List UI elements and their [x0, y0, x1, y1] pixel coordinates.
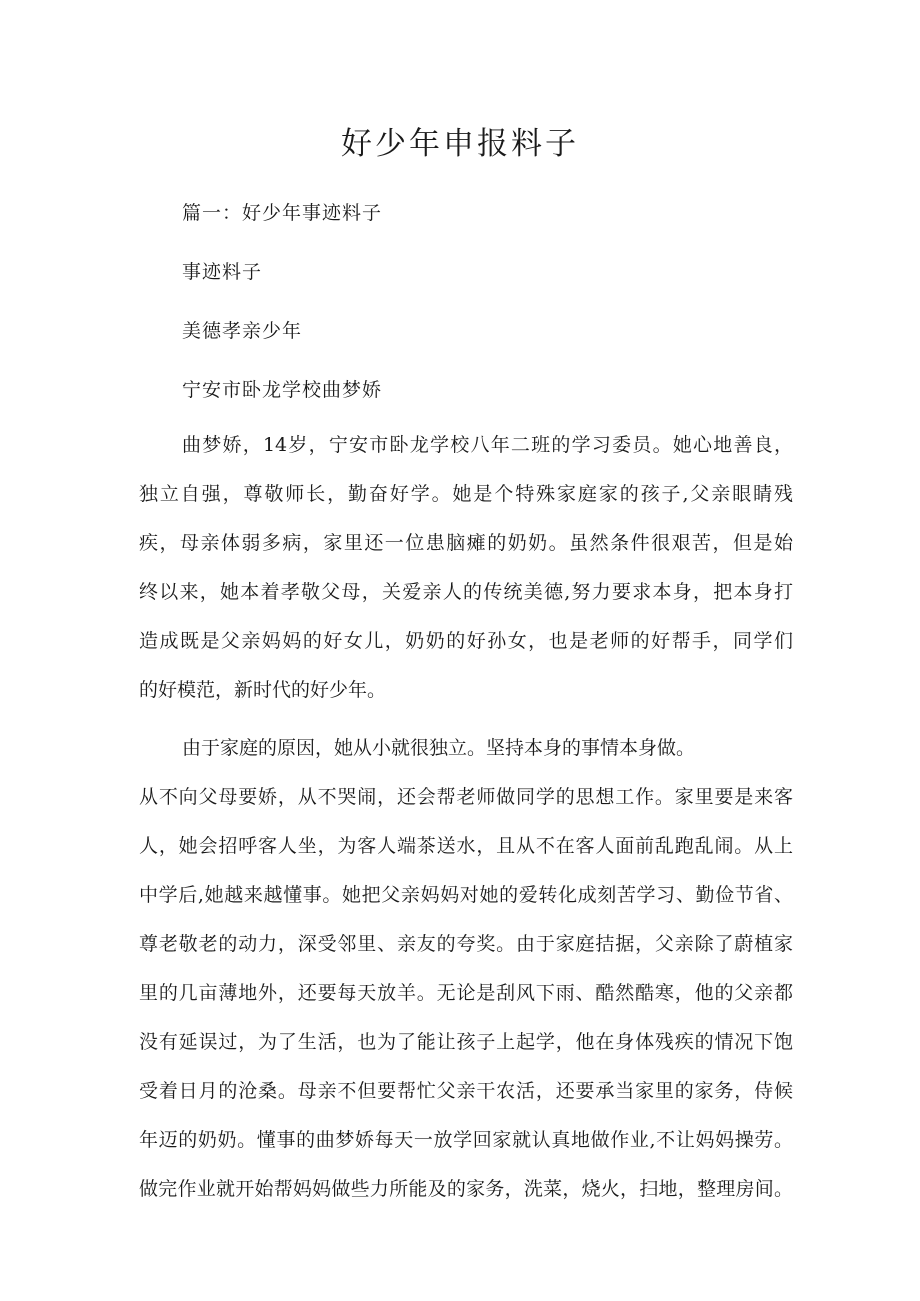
- paragraph-line: 尊老敬老的动力，深受邻里、亲友的夸奖。由于家庭拮据，父亲除了蔚植家: [139, 933, 793, 955]
- section-heading: 篇一：好少年事迹料子: [182, 202, 383, 224]
- paragraph-line: 终以来，她本着孝敬父母，关爱亲人的传统美德,努力要求本身，把本身打: [139, 581, 793, 603]
- paragraph-line: 里的几亩薄地外，还要每天放羊。无论是刮风下雨、酷然酷寒，他的父亲都: [139, 982, 793, 1004]
- subheading-materials: 事迹料子: [182, 261, 263, 283]
- paragraph-line: 没有延误过，为了生活，也为了能让孩子上起学，他在身体残疾的情况下饱: [139, 1031, 793, 1053]
- paragraph-line: 曲梦娇，14岁，宁安市卧龙学校八年二班的学习委员。她心地善良，: [182, 434, 793, 456]
- paragraph-line: 做完作业就开始帮妈妈做些力所能及的家务，洗菜，烧火，扫地，整理房间。: [139, 1178, 793, 1200]
- paragraph-line: 由于家庭的原因，她从小就很独立。坚持本身的事情本身做。: [182, 737, 696, 759]
- paragraph-line: 年迈的奶奶。懂事的曲梦娇每天一放学回家就认真地做作业,不让妈妈操劳。: [139, 1129, 793, 1151]
- paragraph-intro: [139, 421, 793, 715]
- paragraph-line: 疾，母亲体弱多病，家里还一位患脑瘫的奶奶。虽然条件很艰苦，但是始: [139, 532, 793, 554]
- paragraph-line: 从不向父母要娇，从不哭闹，还会帮老师做同学的思想工作。家里要是来客: [139, 786, 793, 808]
- subheading-school-name: 宁安市卧龙学校曲梦娇: [182, 379, 383, 401]
- paragraph-line: 中学后,她越来越懂事。她把父亲妈妈对她的爱转化成刻苦学习、勤俭节省、: [139, 884, 793, 906]
- paragraph-family: [139, 724, 793, 1214]
- document-title: 好少年申报料子: [341, 126, 579, 162]
- paragraph-line: 受着日月的沧桑。母亲不但要帮忙父亲干农活，还要承当家里的家务，侍候: [139, 1080, 793, 1102]
- paragraph-line: 的好模范，新时代的好少年。: [139, 679, 387, 701]
- paragraph-line: 造成既是父亲妈妈的好女儿，奶奶的好孙女，也是老师的好帮手，同学们: [139, 630, 793, 652]
- paragraph-line: 独立自强，尊敬师长，勤奋好学。她是个特殊家庭家的孩子,父亲眼睛残: [139, 483, 793, 505]
- paragraph-line: 人，她会招呼客人坐，为客人端茶送水，且从不在客人面前乱跑乱闹。从上: [139, 835, 793, 857]
- subheading-category: 美德孝亲少年: [182, 320, 303, 342]
